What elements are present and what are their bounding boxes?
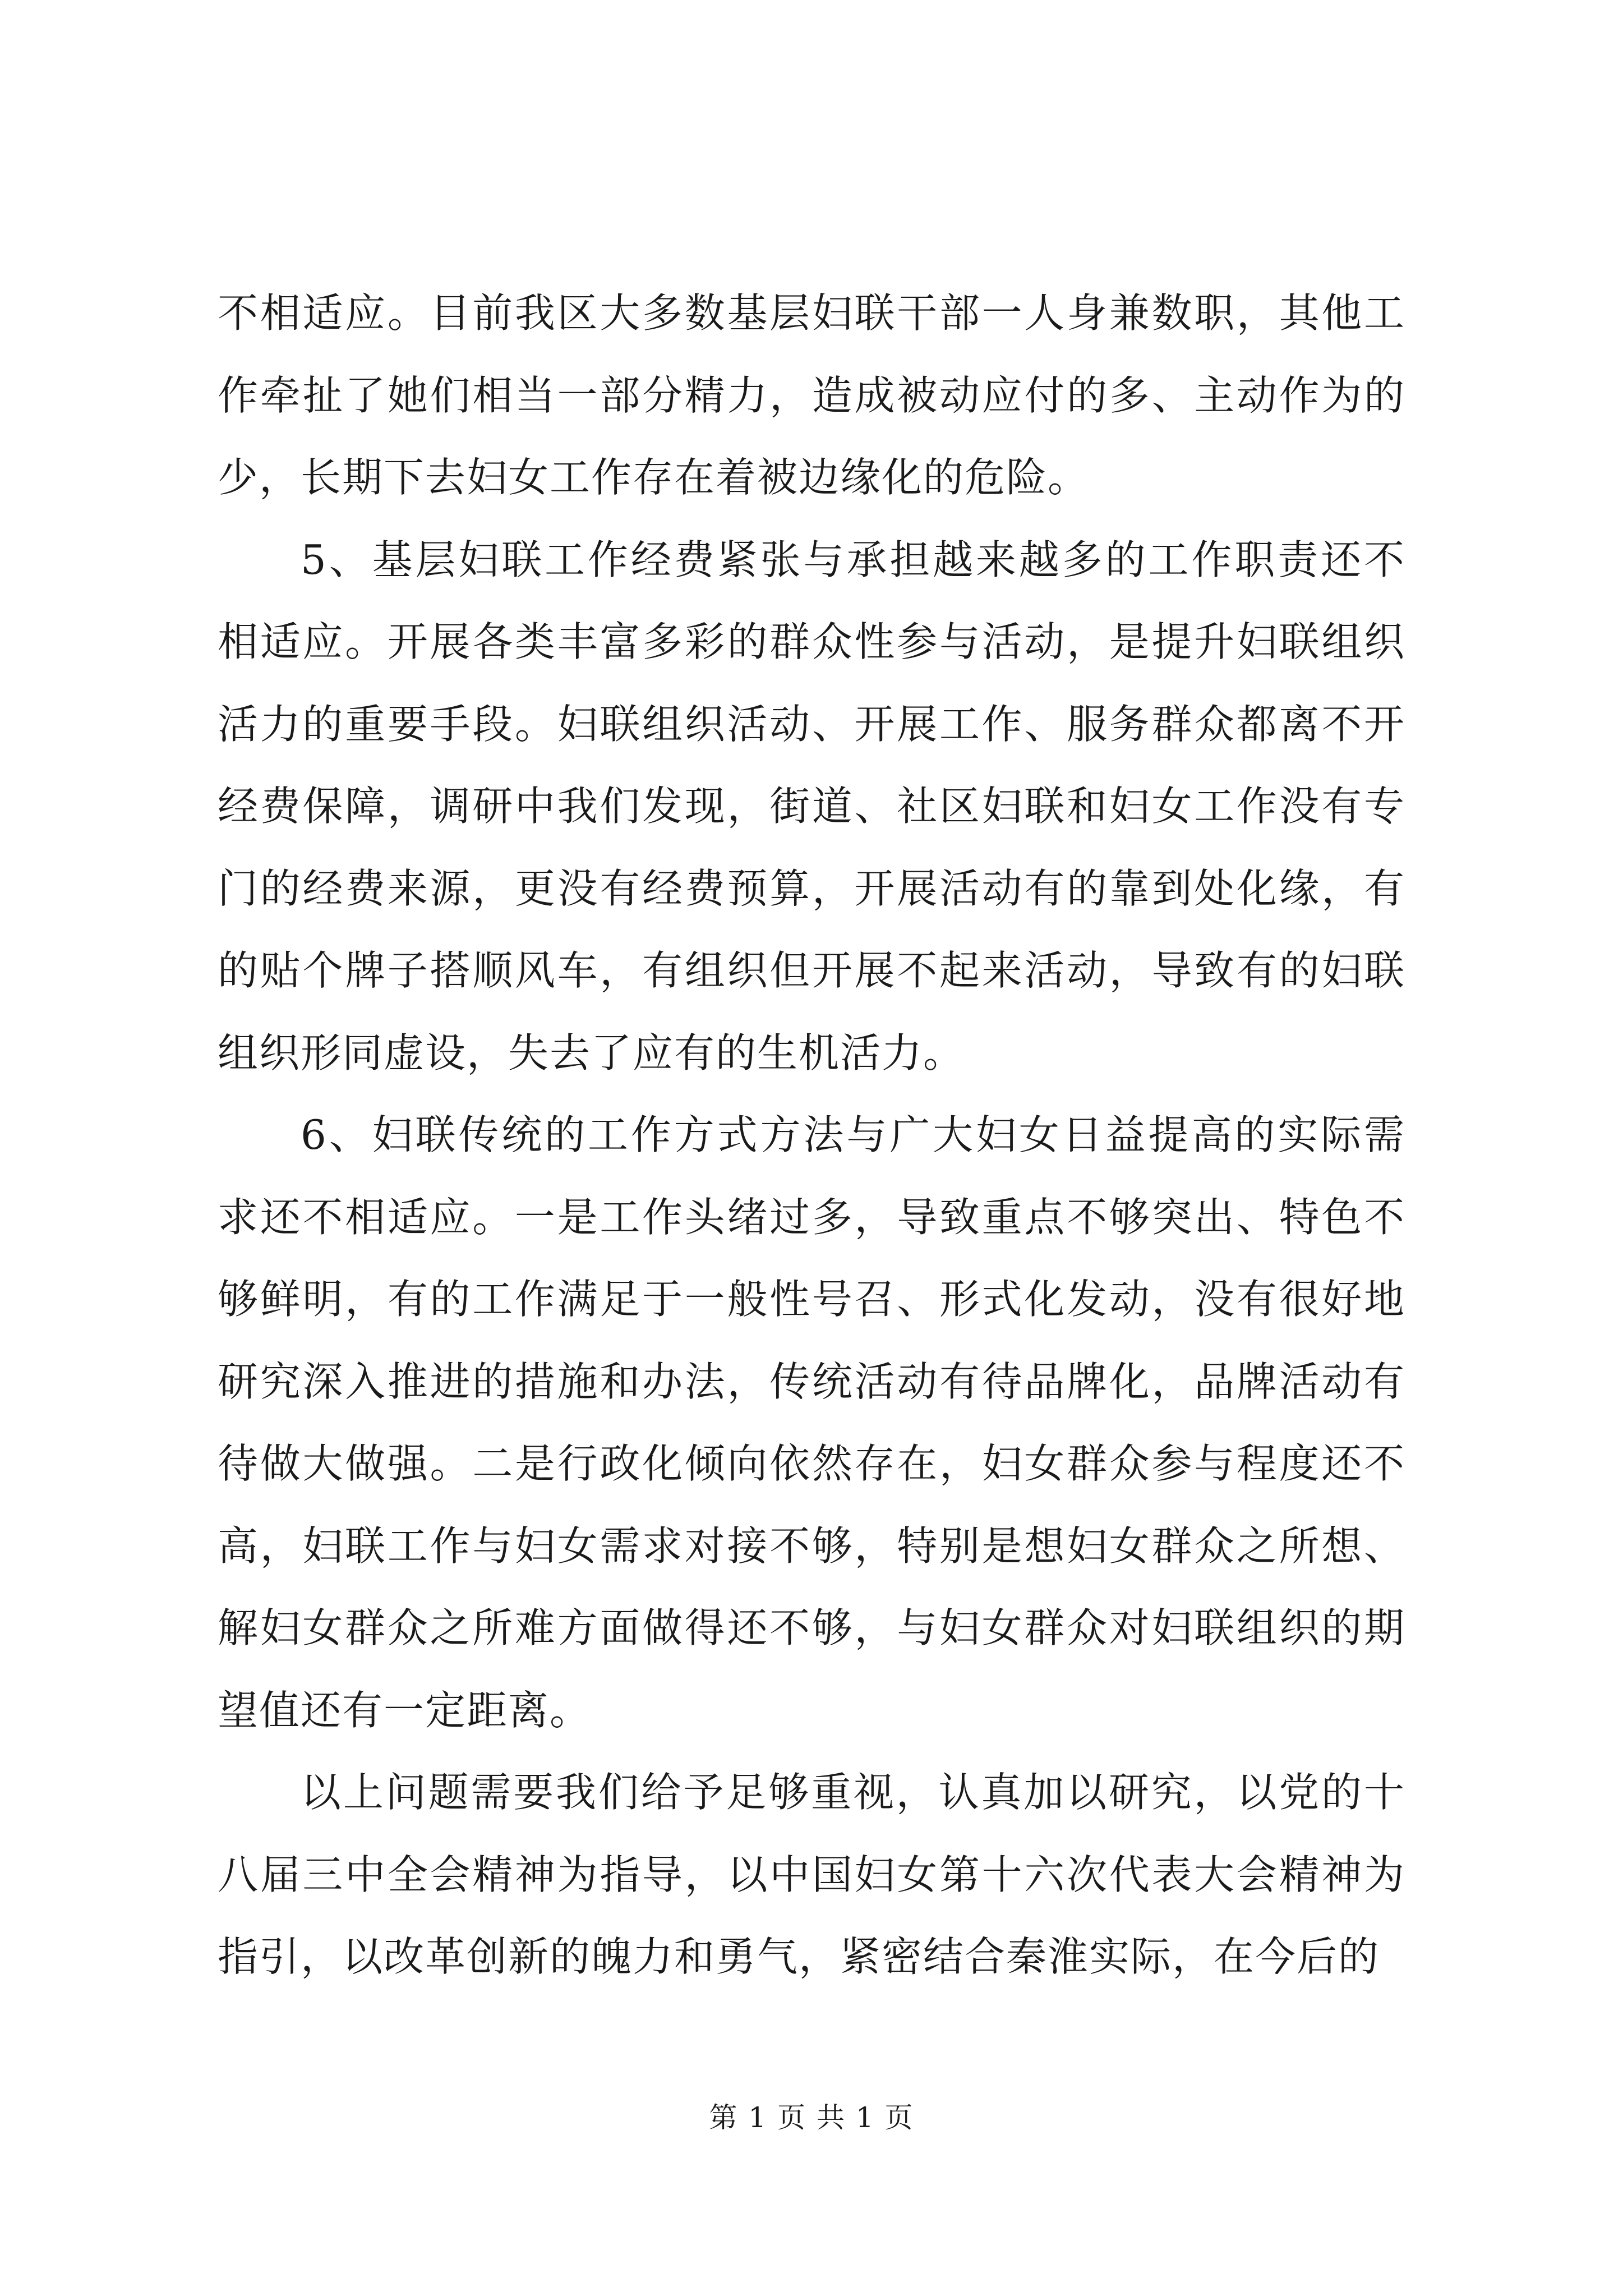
paragraph-1: 不相适应。目前我区大多数基层妇联干部一人身兼数职，其他工作牵扯了她们相当一部分精力，造成被动应付的多、主动作为的少，长期下去妇女工作存在着被边缘化的危险。 bbox=[218, 289, 1405, 501]
page-number-footer: 第 1 页 共 1 页 bbox=[709, 2101, 914, 2134]
document-body bbox=[218, 272, 1405, 1998]
paragraph-2: 5、基层妇联工作经费紧张与承担越来越多的工作职责还不相适应。开展各类丰富多彩的群众性参与活动，是提升妇联组织活力的重要手段。妇联组织活动、开展工作、服务群众都离不开经费保障，调研中我们发现，街道、社区妇联和妇女工作没有专门的经费来源，更没有经费预算，开展活动有的靠到处化缘，有的贴个牌子搭顺风车，有组织但开展不起来活动，导致有的妇联组织形同虚设，失去了应有的生机活力。 bbox=[218, 536, 1405, 1076]
paragraph-3: 6、妇联传统的工作方式方法与广大妇女日益提高的实际需求还不相适应。一是工作头绪过多，导致重点不够突出、特色不够鲜明，有的工作满足于一般性号召、形式化发动，没有很好地研究深入推进的措施和办法，传统活动有待品牌化，品牌活动有待做大做强。二是行政化倾向依然存在，妇女群众参与程度还不高，妇联工作与妇女需求对接不够，特别是想妇女群众之所想、解妇女群众之所难方面做得还不够，与妇女群众对妇联组织的期望值还有一定距离。 bbox=[218, 1111, 1405, 1734]
paragraph-4: 以上问题需要我们给予足够重视，认真加以研究，以党的十八届三中全会精神为指导，以中国妇女第十六次代表大会精神为指引，以改革创新的魄力和勇气，紧密结合秦淮实际，在今后的 bbox=[218, 1769, 1405, 1980]
